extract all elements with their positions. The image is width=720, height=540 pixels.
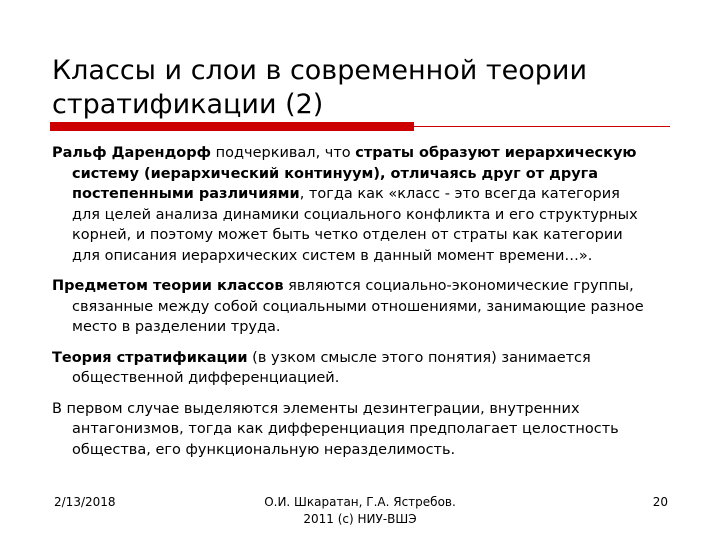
paragraph-stratification-theory	[52, 348, 652, 389]
slide-title	[52, 54, 672, 122]
title-underline-line	[414, 126, 670, 127]
paragraph-1-bold-name: Ральф Дарендорф	[52, 145, 212, 161]
footer-authors-line-2: 2011 (с) НИУ-ВШЭ	[303, 512, 417, 526]
paragraph-1-text-a: подчеркивал, что	[211, 145, 356, 161]
paragraph-dahrendorf	[52, 143, 652, 266]
paragraph-4-text: В первом случае выделяются элементы дезинтеграции, внутренних антагонизмов, тогда как дифференциация предполагает целостность общества, его функциональную неразделимость.	[52, 400, 619, 458]
page-number: 20	[652, 495, 668, 509]
paragraph-disintegration	[52, 399, 652, 461]
title-underline-bar	[50, 122, 414, 131]
footer-authors	[240, 494, 480, 528]
slide-title-line-1: Классы и слои в современной теории	[52, 55, 587, 86]
paragraph-2-bold: Предметом теории классов	[52, 278, 284, 294]
paragraph-class-theory	[52, 276, 652, 338]
footer-authors-line-1: О.И. Шкаратан, Г.А. Ястребов.	[264, 495, 456, 509]
paragraph-2-text: являются социально-экономические группы, связанные между собой социальными отношениями, занимающие разное место в разделении труда.	[72, 278, 644, 335]
slide-body	[52, 143, 652, 470]
slide-title-line-2: стратификации (2)	[52, 89, 324, 120]
paragraph-3-bold: Теория стратификации	[52, 349, 248, 366]
paragraph-1-text-b: , тогда как «класс - это всегда категория для целей анализа динамики социального конфликта и его структурных корней, и поэтому может быть четко отделен от страты как категории для описания иерархических систем в данный момент времени…».	[72, 186, 638, 264]
paragraph-3-text: (в узком смысле этого понятия) занимается общественной дифференциацией.	[72, 349, 591, 386]
paragraph-1-bold-strata: страты образуют иерархическую систему (иерархический континуум), отличаясь друг от друга постепенными различиями	[72, 145, 637, 202]
footer-date: 2/13/2018	[54, 495, 116, 509]
